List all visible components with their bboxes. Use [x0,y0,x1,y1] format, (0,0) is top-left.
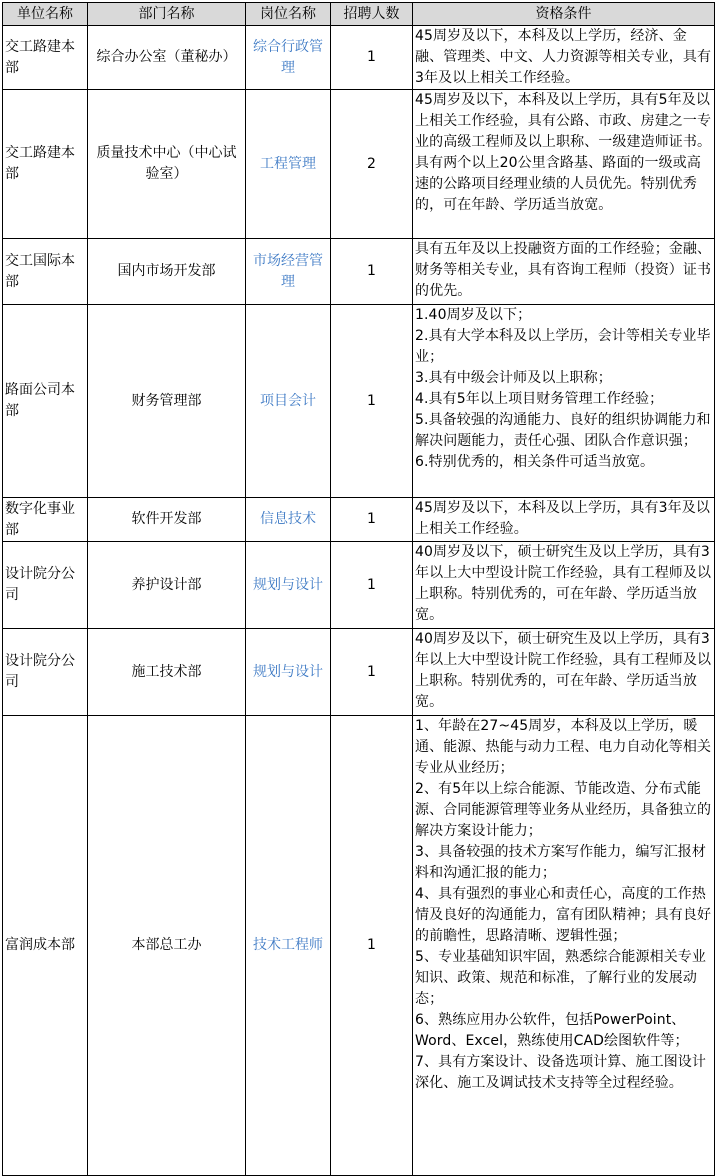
table-row [3,716,715,1176]
table-row [3,542,715,629]
position-link[interactable]: 工程管理 [246,90,331,239]
table-row [3,90,715,239]
requirements-cell [413,542,715,629]
requirement-line: 45周岁及以下，本科及以上学历，具有5年及以上相关工作经验，具有公路、市政、房建之一专业的高级工程师及以上职称、一级建造师证书。具有两个以上20公里含路基、路面的一级或高速的公路项目经理业绩的人员优先。特别优秀的，可在年龄、学历适当放宽。 [415,92,712,213]
requirements-cell [413,305,715,498]
requirement-line: 40周岁及以下，硕士研究生及以上学历，具有3年以上大中型设计院工作经验，具有工程师及以上职称。特别优秀的，可在年龄、学历适当放宽。 [415,544,712,623]
requirement-line: 3.具有中级会计师及以上职称； [415,370,612,386]
requirement-line: 7、具有方案设计、设备选项计算、施工图设计深化、施工及调试技术支持等全过程经验。 [415,1054,707,1091]
requirements-cell [413,629,715,716]
header-count: 招聘人数 [331,3,413,26]
table-row [3,305,715,498]
requirements-cell [413,90,715,239]
requirement-line: 1.40周岁及以下； [415,307,532,323]
table-row [3,498,715,542]
dept-cell: 软件开发部 [88,498,246,542]
table-row [3,239,715,305]
dept-cell: 养护设计部 [88,542,246,629]
count-cell: 1 [331,542,413,629]
unit-cell: 富润成本部 [3,716,88,1176]
requirements-cell [413,239,715,305]
unit-cell: 设计院分公司 [3,542,88,629]
header-position: 岗位名称 [246,3,331,26]
position-link[interactable]: 项目会计 [246,305,331,498]
requirements-cell [413,26,715,90]
count-cell: 1 [331,305,413,498]
requirement-line: 5、专业基础知识牢固，熟悉综合能源相关专业知识、政策、规范和标准，了解行业的发展动态； [415,949,707,1007]
dept-cell: 财务管理部 [88,305,246,498]
dept-cell: 质量技术中心（中心试验室） [88,90,246,239]
dept-cell: 综合办公室（董秘办） [88,26,246,90]
unit-cell: 设计院分公司 [3,629,88,716]
recruitment-table [2,2,715,1176]
header-unit: 单位名称 [3,3,88,26]
requirement-line: 5.具备较强的沟通能力、良好的组织协调能力和解决问题能力，责任心强、团队合作意识强； [415,412,711,449]
count-cell: 1 [331,629,413,716]
dept-cell: 国内市场开发部 [88,239,246,305]
header-dept: 部门名称 [88,3,246,26]
requirement-line: 6.特别优秀的，相关条件可适当放宽。 [415,454,655,470]
header-row [3,3,715,26]
requirement-line: 3、具备较强的技术方案写作能力，编写汇报材料和沟通汇报的能力； [415,844,707,881]
header-requirements: 资格条件 [413,3,715,26]
unit-cell: 路面公司本部 [3,305,88,498]
count-cell: 1 [331,716,413,1176]
position-link[interactable]: 规划与设计 [246,542,331,629]
requirement-line: 2.具有大学本科及以上学历，会计等相关专业毕业； [415,328,711,365]
position-link[interactable]: 技术工程师 [246,716,331,1176]
requirement-line: 具有五年及以上投融资方面的工作经验；金融、财务等相关专业，具有咨询工程师（投资）证书的优先。 [415,241,712,299]
table-row [3,629,715,716]
count-cell: 1 [331,26,413,90]
count-cell: 1 [331,498,413,542]
requirement-line: 6、熟练应用办公软件，包括PowerPoint、Word、Excel，熟练使用CAD绘图软件等； [415,1012,689,1049]
unit-cell: 数字化事业部 [3,498,88,542]
requirements-cell [413,716,715,1176]
count-cell: 1 [331,239,413,305]
position-link[interactable]: 市场经营管理 [246,239,331,305]
requirement-line: 45周岁及以下，本科及以上学历，具有3年及以上相关工作经验。 [415,500,710,537]
position-link[interactable]: 规划与设计 [246,629,331,716]
count-cell: 2 [331,90,413,239]
requirement-line: 40周岁及以下，硕士研究生及以上学历，具有3年以上大中型设计院工作经验，具有工程师及以上职称。特别优秀的，可在年龄、学历适当放宽。 [415,631,712,710]
requirements-cell [413,498,715,542]
dept-cell: 施工技术部 [88,629,246,716]
requirement-line: 4、具有强烈的事业心和责任心，高度的工作热情及良好的沟通能力，富有团队精神；具有良好的前瞻性，思路清晰、逻辑性强； [415,886,712,944]
requirement-line: 45周岁及以下，本科及以上学历，经济、金融、管理类、中文、人力资源等相关专业，具有3年及以上相关工作经验。 [415,28,712,86]
requirement-line: 1、年龄在27~45周岁，本科及以上学历，暖通、能源、热能与动力工程、电力自动化等相关专业从业经历； [415,718,712,776]
unit-cell: 交工路建本部 [3,26,88,90]
dept-cell: 本部总工办 [88,716,246,1176]
position-link[interactable]: 综合行政管理 [246,26,331,90]
unit-cell: 交工国际本部 [3,239,88,305]
requirement-line: 4.具有5年以上项目财务管理工作经验； [415,391,664,407]
unit-cell: 交工路建本部 [3,90,88,239]
table-row [3,26,715,90]
requirement-line: 2、有5年以上综合能源、节能改造、分布式能源、合同能源管理等业务从业经历，具备独立的解决方案设计能力； [415,781,712,839]
position-link[interactable]: 信息技术 [246,498,331,542]
